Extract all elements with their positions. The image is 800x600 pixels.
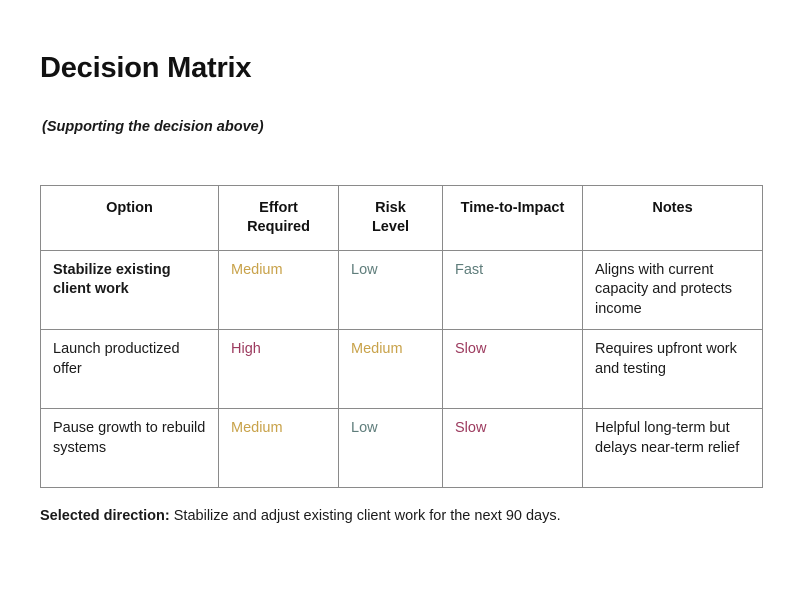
- slide-subtitle: (Supporting the decision above): [42, 119, 264, 135]
- table-header-row: [41, 186, 763, 251]
- table-row: [41, 409, 763, 488]
- page-title: Decision Matrix: [40, 52, 252, 84]
- column-header-time-to-impact: Time-to-Impact: [443, 186, 583, 251]
- cell-time-to-impact: Slow: [443, 330, 583, 409]
- cell-notes: Requires upfront work and testing: [583, 330, 763, 409]
- cell-effort: Medium: [219, 250, 339, 330]
- column-header-risk-line2: Level: [371, 218, 410, 235]
- cell-option: Pause growth to rebuild systems: [41, 409, 219, 488]
- decision-matrix-table: [40, 185, 763, 488]
- cell-effort: Medium: [219, 409, 339, 488]
- table-row: [41, 250, 763, 330]
- cell-risk: Low: [339, 409, 443, 488]
- cell-notes: Helpful long-term but delays near-term relief: [583, 409, 763, 488]
- column-header-risk-line1: Risk: [375, 200, 406, 216]
- column-header-risk: [339, 186, 443, 251]
- cell-risk: Low: [339, 250, 443, 330]
- column-header-effort: [219, 186, 339, 251]
- cell-option: Stabilize existing client work: [41, 250, 219, 330]
- cell-time-to-impact: Slow: [443, 409, 583, 488]
- column-header-notes: Notes: [583, 186, 763, 251]
- cell-notes: Aligns with current capacity and protects income: [583, 250, 763, 330]
- cell-option: Launch productized offer: [41, 330, 219, 409]
- table-row: [41, 330, 763, 409]
- selected-direction: [40, 508, 561, 524]
- selected-direction-label: Selected direction:: [40, 508, 170, 524]
- cell-risk: Medium: [339, 330, 443, 409]
- cell-time-to-impact: Fast: [443, 250, 583, 330]
- selected-direction-text: Stabilize and adjust existing client work for the next 90 days.: [169, 508, 561, 524]
- cell-effort: High: [219, 330, 339, 409]
- column-header-option: Option: [41, 186, 219, 251]
- column-header-effort-line1: Effort: [259, 200, 298, 216]
- column-header-effort-line2: Required: [247, 218, 310, 235]
